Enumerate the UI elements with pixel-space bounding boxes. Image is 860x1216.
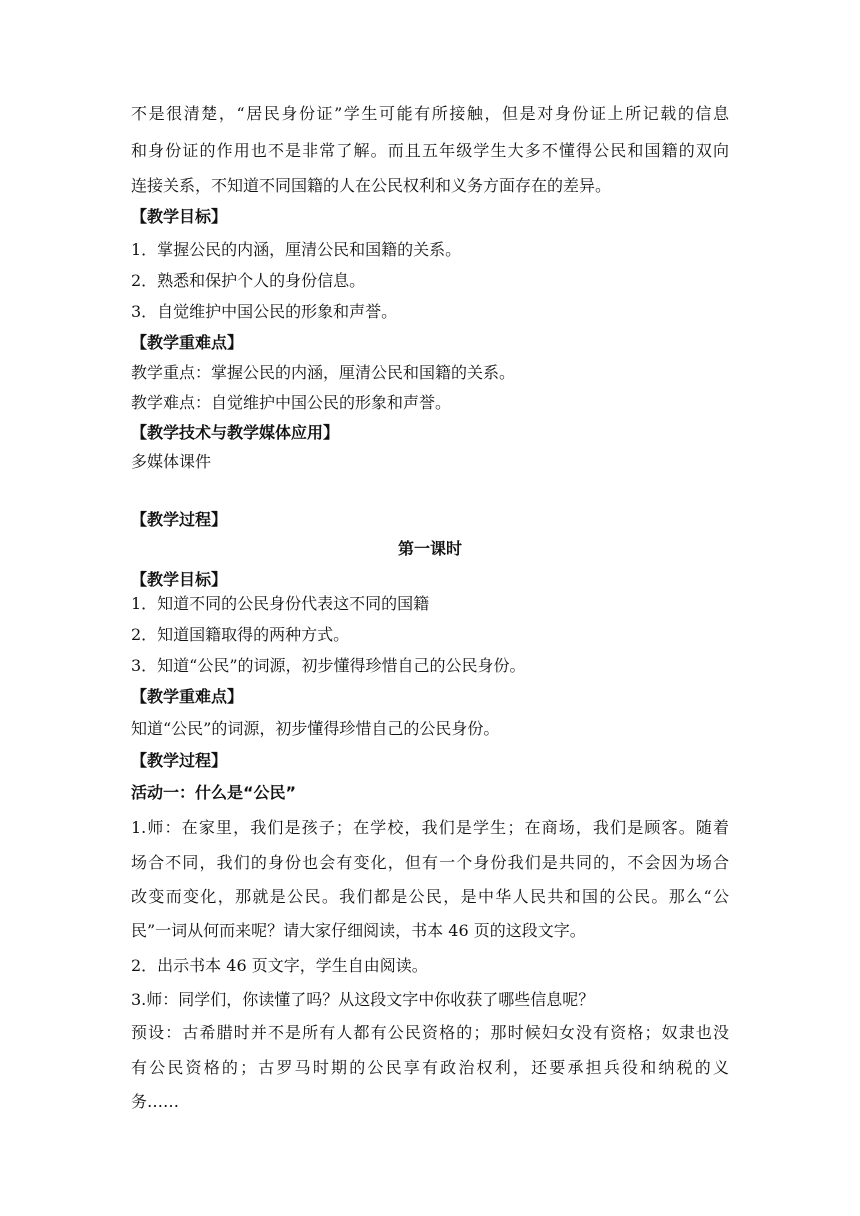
media-text: 多媒体课件 [131, 452, 212, 471]
lesson-key-heading: 【教学重难点】 [131, 687, 244, 706]
step3: 3.师：同学们，你读懂了吗？从这段文字中你收获了哪些信息呢？ [131, 990, 595, 1009]
step1-line-4: 民”一词从何而来呢？请大家仔细阅读，书本 46 页的这段文字。 [131, 921, 586, 940]
step1-line-2: 场合不同，我们的身份也会有变化，但有一个身份我们是共同的，不会因为场合 [131, 853, 729, 872]
lesson-goal-3: 3．知道“公民”的词源，初步懂得珍惜自己的公民身份。 [131, 656, 526, 675]
step1-line-3: 改变而变化，那就是公民。我们都是公民，是中华人民共和国的公民。那么“公 [131, 887, 729, 906]
key-point-2: 教学难点：自觉维护中国公民的形象和声誉。 [131, 393, 452, 412]
intro-line-1: 不是很清楚，“居民身份证”学生可能有所接触，但是对身份证上所记载的信息 [131, 104, 729, 123]
goal-item-2: 2．熟悉和保护个人的身份信息。 [131, 271, 366, 290]
intro-line-3: 连接关系，不知道不同国籍的人在公民权利和义务方面存在的差异。 [131, 176, 612, 195]
goal-item-1: 1．掌握公民的内涵，厘清公民和国籍的关系。 [131, 240, 462, 259]
preset-line-2: 有公民资格的；古罗马时期的公民享有政治权利，还要承担兵役和纳税的义 [131, 1058, 729, 1077]
step2: 2．出示书本 46 页文字，学生自由阅读。 [131, 956, 428, 975]
activity-title: 活动一：什么是“公民” [131, 783, 297, 802]
process-heading: 【教学过程】 [131, 510, 228, 529]
key-points-heading: 【教学重难点】 [131, 333, 244, 352]
preset-line-1: 预设：古希腊时并不是所有人都有公民资格的；那时候妇女没有资格；奴隶也没 [131, 1023, 729, 1042]
lesson-goal-2: 2．知道国籍取得的两种方式。 [131, 625, 350, 644]
step1-line-1: 1.师：在家里，我们是孩子；在学校，我们是学生；在商场，我们是顾客。随着 [131, 818, 729, 837]
lesson-key-text: 知道“公民”的词源，初步懂得珍惜自己的公民身份。 [131, 719, 500, 738]
preset-line-3: 务…… [131, 1092, 180, 1111]
lesson-process-heading: 【教学过程】 [131, 751, 228, 770]
lesson-goals-heading: 【教学目标】 [131, 570, 228, 589]
key-point-1: 教学重点：掌握公民的内涵，厘清公民和国籍的关系。 [131, 363, 516, 382]
intro-line-2: 和身份证的作用也不是非常了解。而且五年级学生大多不懂得公民和国籍的双向 [131, 141, 729, 160]
goal-item-3: 3．自觉维护中国公民的形象和声誉。 [131, 302, 398, 321]
lesson-goal-1: 1．知道不同的公民身份代表这不同的国籍 [131, 594, 430, 613]
goals-heading: 【教学目标】 [131, 207, 228, 226]
media-heading: 【教学技术与教学媒体应用】 [131, 423, 340, 442]
lesson-title: 第一课时 [397, 539, 462, 558]
